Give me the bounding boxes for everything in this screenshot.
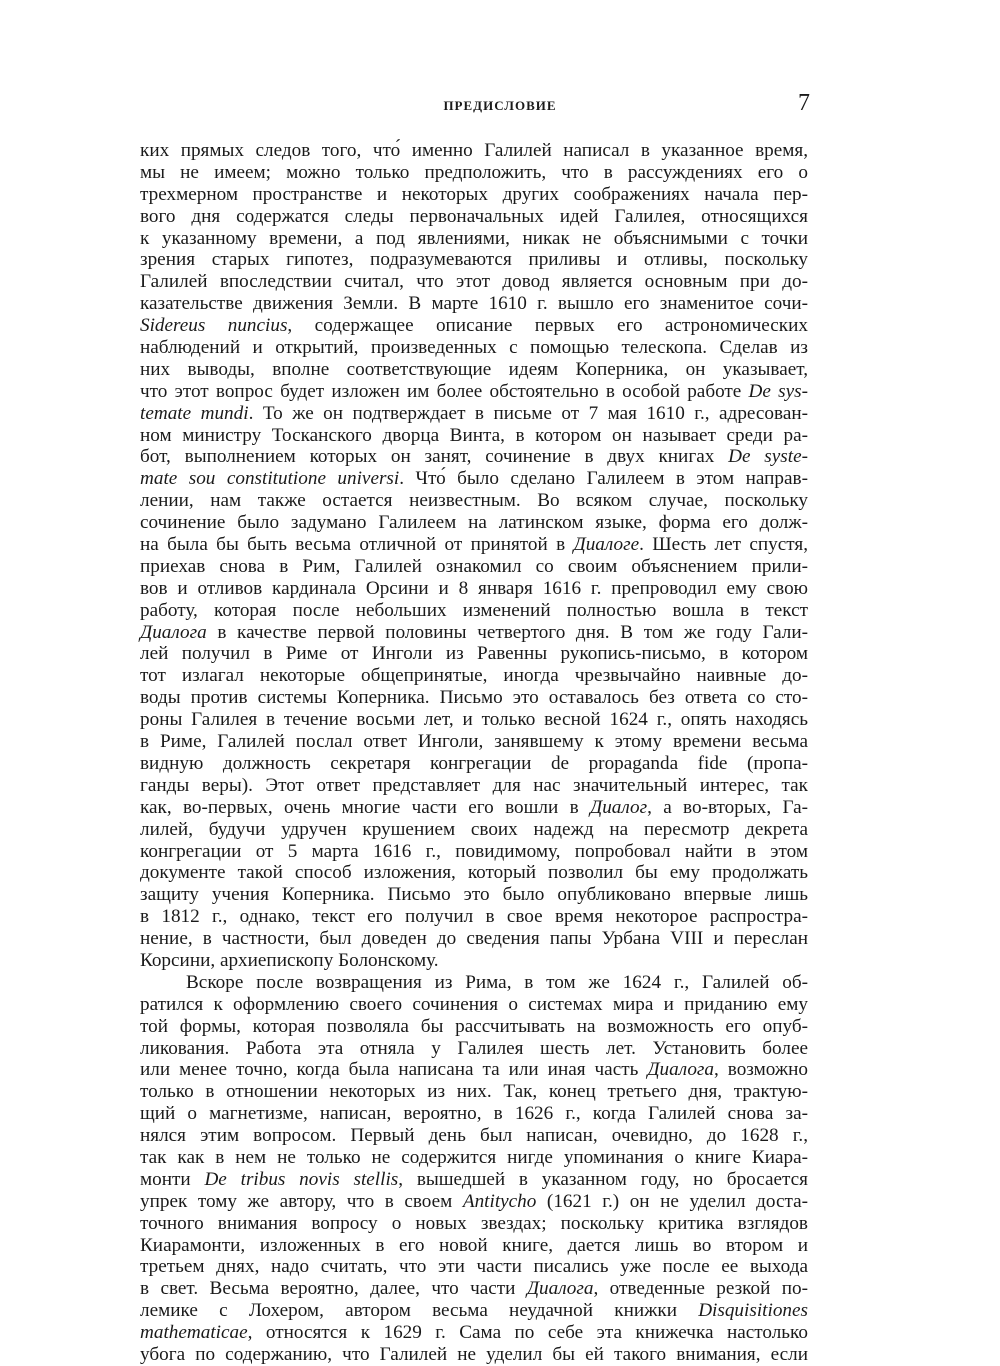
text-line: документе такой способ изложения, который позволил бы ему продолжать: [140, 862, 808, 884]
italic-title: Диалога: [140, 621, 207, 643]
text-line: ликования. Работа эта отняла у Галилея шесть лет. Установить более: [140, 1037, 808, 1059]
text-line: видную должность секретаря конгрегации de propaganda fide (пропа-: [140, 752, 808, 774]
text-line: ратился к оформлению своего сочинения о системах мира и приданию ему: [140, 993, 808, 1015]
italic-title: De syste-: [728, 446, 808, 468]
text-line: mate sou constitutione universi. Что́ было сделано Галилеем в этом направ-: [140, 468, 808, 490]
italic-title: Disquisitiones: [698, 1300, 808, 1322]
text-line: наблюдений и открытий, произведенных с помощью телескопа. Сделав из: [140, 337, 808, 359]
text-line: приехав снова в Рим, Галилей ознакомил со своим объяснением прили-: [140, 555, 808, 577]
text-line: третьем днях, надо считать, что эти части писались уже после ее выхода: [140, 1256, 808, 1278]
italic-title: De tribus novis stellis: [204, 1168, 399, 1190]
text-line: ких прямых следов того, что́ именно Галилей написал в указанное время,: [140, 140, 808, 161]
text-line: вого дня содержатся следы первоначальных идей Галилея, относящихся: [140, 205, 808, 227]
text-line: в Риме, Галилей послал ответ Инголи, занявшему к этому времени весьма: [140, 731, 808, 753]
page-number: 7: [798, 90, 810, 116]
paragraph-2: [140, 972, 808, 1366]
text-line: трехмерном пространстве и некоторых других соображениях начала пер-: [140, 183, 808, 205]
text-line: упрек тому же автору, что в своем Antitycho (1621 г.) он не уделил доста-: [140, 1190, 808, 1212]
text-line: щий о магнетизме, написан, вероятно, в 1626 г., когда Галилей снова за-: [140, 1103, 808, 1125]
text-line: в 1812 г., однако, текст его получил в свое время некоторое распростра-: [140, 906, 808, 928]
text-line: мы не имеем; можно только предположить, что в рассуждениях его о: [140, 161, 808, 183]
text-line: в свет. Весьма вероятно, далее, что части Диалога, отведенные резкой по-: [140, 1278, 808, 1300]
text-line: точного внимания вопросу о новых звездах; поскольку критика взглядов: [140, 1212, 808, 1234]
text-line: нение, в частности, был доведен до сведения папы Урбана VIII и переслан: [140, 928, 808, 950]
text-line: зрения старых гипотез, подразумеваются приливы и отливы, поскольку: [140, 249, 808, 271]
text-line: тот излагал некоторые общепринятые, иногда чрезвычайно наивные до-: [140, 665, 808, 687]
text-line: лилей, будучи удручен крушением своих надежд на пересмотр декрета: [140, 818, 808, 840]
text-line: что этот вопрос будет изложен им более обстоятельно в особой работе De sys-: [140, 380, 808, 402]
italic-title: mate sou constitutione universi: [140, 468, 400, 490]
paragraph-1: [140, 140, 808, 972]
italic-title: Диалога: [526, 1278, 594, 1300]
text-line: воды против системы Коперника. Письмо это оставалось без ответа со сто-: [140, 687, 808, 709]
text-line: Киарамонти, изложенных в его новой книге, дается лишь во втором и: [140, 1234, 808, 1256]
text-line: той формы, которая позволяла бы рассчитывать на возможность его опуб-: [140, 1015, 808, 1037]
text-line: Корсини, архиепископу Болонскому.: [140, 949, 439, 971]
text-line: убога по содержанию, что Галилей не уделил бы ей такого внимания, если: [140, 1343, 808, 1365]
text-line: лей получил в Риме от Инголи из Равенны рукопись-письмо, в котором: [140, 643, 808, 665]
body-text: [140, 140, 808, 1366]
text-line: защиту учения Коперника. Письмо это было опубликовано впервые лишь: [140, 884, 808, 906]
text-line: них выводы, вполне соответствующие идеям Коперника, он указывает,: [140, 358, 808, 380]
text-line: казательстве движения Земли. В марте 1610 г. вышло его знаменитое сочи-: [140, 293, 808, 315]
text-line: работу, которая после небольших изменений полностью вошла в текст: [140, 599, 808, 621]
text-line: Вскоре после возвращения из Рима, в том же 1624 г., Галилей об-: [186, 971, 808, 993]
running-title: ПРЕДИСЛОВИЕ: [443, 98, 557, 113]
text-line: лении, нам также остается неизвестным. Во всяком случае, поскольку: [140, 490, 808, 512]
text-line: так как в нем не только не содержится нигде упоминания о книге Киара-: [140, 1146, 808, 1168]
text-line: temate mundi. То же он подтверждает в письме от 7 мая 1610 г., адресован-: [140, 402, 809, 424]
italic-title: Sidereus nuncius: [140, 315, 288, 337]
italic-title: Диалоге: [573, 534, 640, 556]
text-line: как, во-первых, очень многие части его вошли в Диалог, а во-вторых, Га-: [140, 796, 809, 818]
text-line: монти De tribus novis stellis, вышедшей в указанном году, но бросается: [140, 1168, 808, 1190]
text-line: нялся этим вопросом. Первый день был написан, очевидно, до 1628 г.,: [140, 1125, 808, 1147]
text-line: вов и отливов кардинала Орсини и 8 января 1616 г. препроводил ему свою: [140, 577, 808, 599]
text-line: Галилей впоследствии считал, что этот довод является основным при до-: [140, 271, 808, 293]
italic-title: mathematicae: [140, 1322, 248, 1344]
text-line: ганды веры). Этот ответ представляет для нас значительный интерес, так: [140, 774, 808, 796]
text-line: Диалога в качестве первой половины четвертого дня. В том же году Гали-: [140, 621, 808, 643]
text-line: сочинение было задумано Галилеем на латинском языке, форма его долж-: [140, 512, 808, 534]
text-line: к указанному времени, а под явлениями, никак не объяснимыми с точки: [140, 227, 808, 249]
text-line: роны Галилея в течение восьми лет, и только весной 1624 г., опять находясь: [140, 709, 808, 731]
text-line: бот, выполнением которых он занят, сочинение в двух книгах De syste-: [140, 446, 808, 468]
text-line: ном министру Тосканского дворца Винта, в котором он называет среди ра-: [140, 424, 808, 446]
italic-title: Antitycho: [462, 1190, 537, 1212]
italic-title: Диалог: [589, 796, 648, 818]
text-line: лемике с Лохером, автором весьма неудачной книжки Disquisitiones: [140, 1300, 808, 1322]
italic-title: Диалога: [647, 1059, 714, 1081]
text-line: только в отношении некоторых из них. Так, конец третьего дня, трактую-: [140, 1081, 808, 1103]
text-line: или менее точно, когда была написана та или иная часть Диалога, возможно: [140, 1059, 808, 1081]
italic-title: temate mundi: [140, 402, 249, 424]
text-line: конгрегации от 5 марта 1616 г., повидимому, попробовал найти в этом: [140, 840, 808, 862]
italic-title: De sys-: [748, 380, 808, 402]
text-line: Sidereus nuncius, содержащее описание первых его астрономических: [140, 315, 808, 337]
text-line: mathematicae, относятся к 1629 г. Сама по себе эта книжечка настолько: [140, 1322, 808, 1344]
text-line: на была бы быть весьма отличной от принятой в Диалоге. Шесть лет спустя,: [140, 534, 808, 556]
